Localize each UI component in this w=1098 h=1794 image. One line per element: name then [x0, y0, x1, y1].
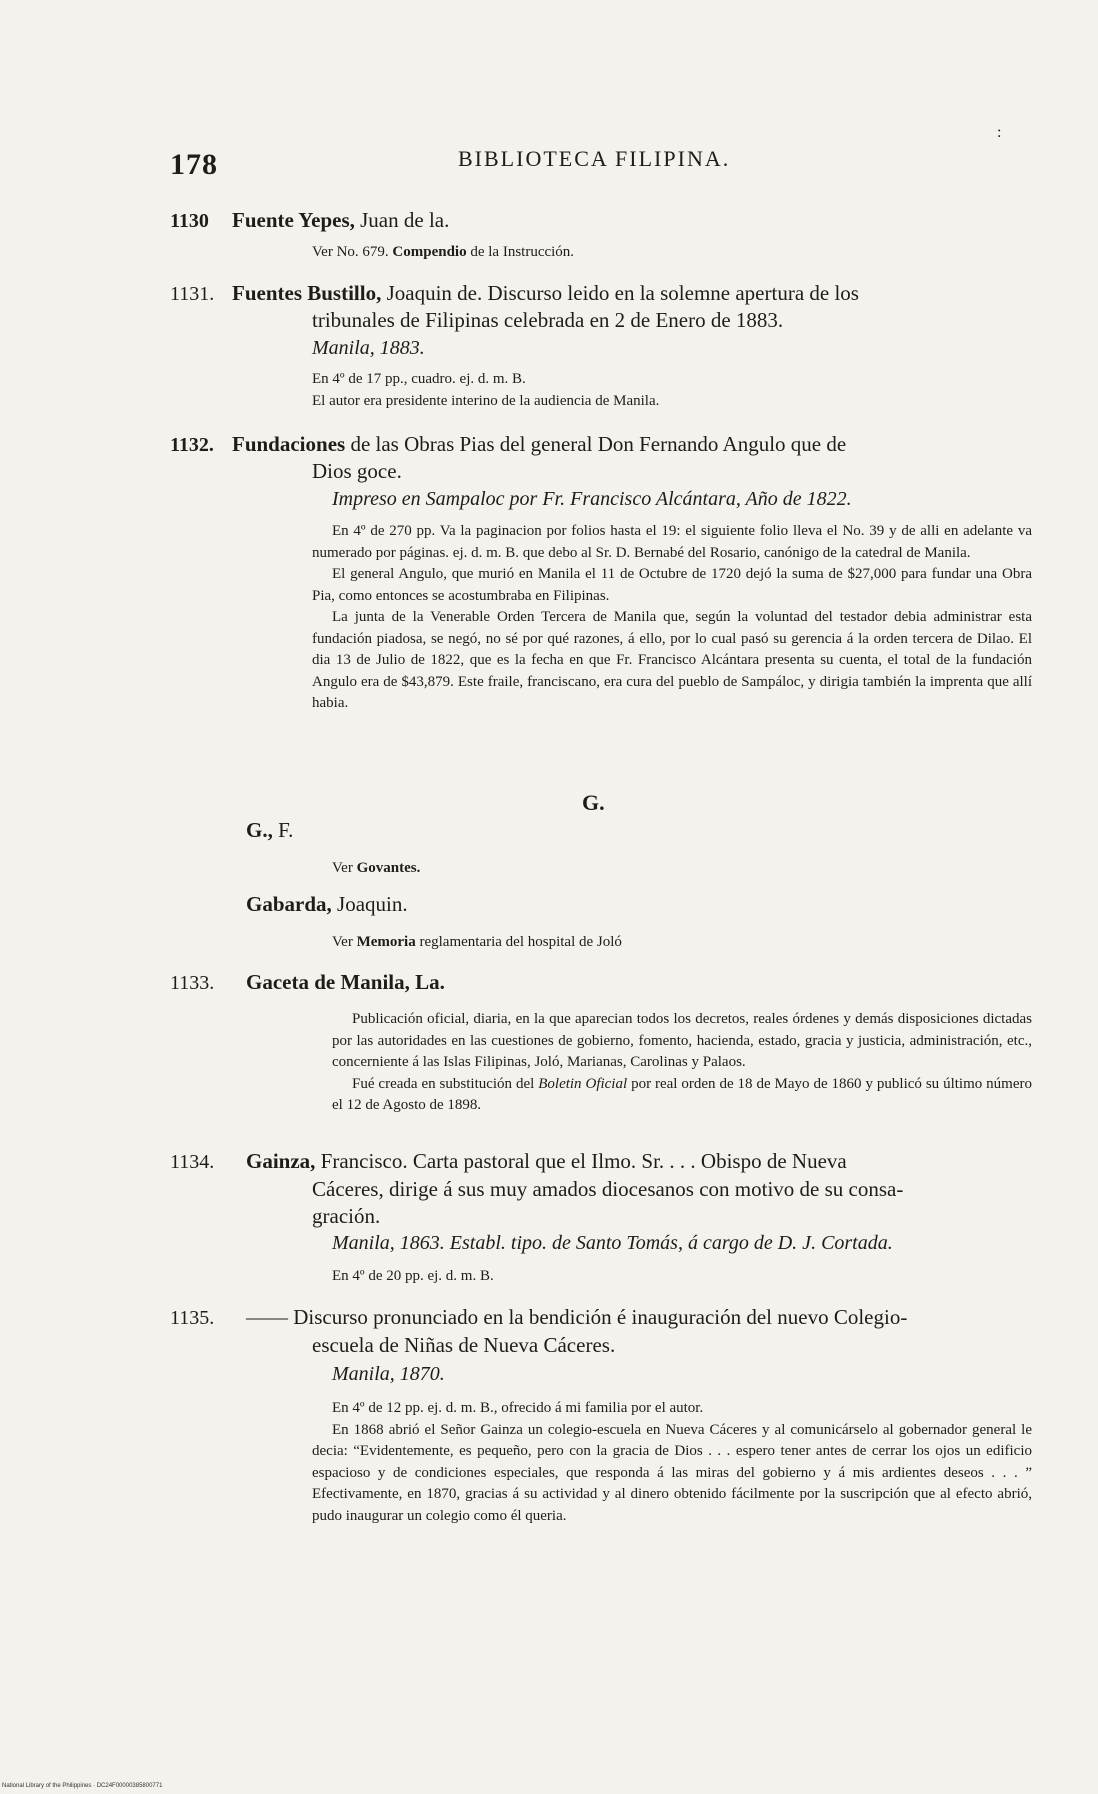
entry-notes — [170, 1398, 1032, 1527]
entry-1130 — [170, 208, 1032, 263]
entry-notes — [170, 1009, 1032, 1117]
entry-1135 — [170, 1304, 1032, 1527]
corner-mark: : — [997, 124, 1002, 141]
entry-g-f — [246, 818, 1026, 879]
see-prefix: Ver No. 679. — [312, 244, 393, 260]
note-paragraph: En 4º de 270 pp. Va la paginacion por folios hasta el 19: el siguiente folio lleva el No. 39 y de alli en adelante va numerado por páginas. ej. d. m. B. que debo al Sr. D. Bernabé del Rosario, canónigo de la catedral de Manila. — [312, 523, 1032, 561]
entry-imprint: Manila, 1863. Establ. tipo. de Santo Tomás, á cargo de D. J. Cortada. — [332, 1232, 893, 1254]
see-prefix: Ver — [332, 934, 357, 950]
entry-author: Gaceta de Manila, La. — [246, 970, 445, 994]
entry-author-rest: Juan de la. — [354, 208, 450, 232]
see-target: Govantes. — [356, 860, 421, 876]
entry-number: 1135. — [170, 1307, 215, 1329]
note-paragraph: Fué creada en substitución del Boletin Oficial por real orden de 18 de Mayo de 1860 y publicó su último número el 12 de Agosto de 1898. — [332, 1075, 1032, 1113]
entry-notes — [170, 521, 1032, 715]
entry-imprint: Manila, 1883. — [312, 337, 425, 359]
note-paragraph: En 1868 abrió el Señor Gainza un colegio-escuela en Nueva Cáceres y al comunicárselo al gobernador general le decia: “Evidentemente, es pequeño, pero con la gracia de Dios . . . espero tener antes de cerrar los ojos un edificio espacioso y de condiciones especiales, que responda á las miras del gobierno y á mis ardientes deseos . . . ” Efectivamente, en 1870, gracias á su actividad y al dinero obtenido fácilmente por la suscripción que al efecto abrió, pudo inaugurar un colegio como él queria. — [312, 1421, 1032, 1524]
entry-1133 — [170, 970, 1032, 1117]
entry-note: El autor era presidente interino de la audiencia de Manila. — [312, 393, 660, 409]
entry-number: 1134. — [170, 1151, 215, 1173]
note-paragraph: La junta de la Venerable Orden Tercera de Manila que, según la voluntad del testador debia administrar esta fundación piadosa, se negó, no sé por qué razones, á ello, por lo cual pasó su gerencia á la orden tercera de Dilao. El dia 13 de Julio de 1822, que es la fecha en que Fr. Francisco Alcántara presenta su cuenta, el total de la fundación Angulo era de $43,879. Este fraile, franciscano, era cura del pueblo de Sampáloc, y dirigia también la imprenta que allí habia. — [312, 609, 1032, 711]
entry-number: 1130 — [170, 210, 209, 232]
scan-footer: National Library of the Philippines · DC24F00000385800771 — [2, 1783, 163, 1789]
entry-1132 — [170, 432, 1032, 715]
entry-title-line: Joaquin de. Discurso leido en la solemne apertura de los — [381, 281, 859, 305]
entry-author-rest: Joaquin. — [331, 892, 408, 916]
entry-author: G., — [246, 818, 273, 842]
entry-author: Fundaciones — [232, 432, 346, 456]
entry-imprint: Manila, 1870. — [332, 1363, 445, 1385]
entry-title-line: Dios goce. — [312, 459, 402, 483]
note-paragraph: En 4º de 12 pp. ej. d. m. B., ofrecido á mi familia por el autor. — [332, 1400, 704, 1416]
section-letter: G. — [582, 790, 605, 815]
note-paragraph: El general Angulo, que murió en Manila el 11 de Octubre de 1720 dejó la suma de $27,000 para fundar una Obra Pia, como entonces se acostumbraba en Filipinas. — [312, 566, 1032, 604]
page-number: 178 — [170, 148, 218, 181]
see-rest: reglamentaria del hospital de Joló — [415, 934, 622, 950]
entry-title-line: Cáceres, dirige á sus muy amados diocesanos con motivo de su consa- — [312, 1177, 904, 1201]
entry-title-line: escuela de Niñas de Nueva Cáceres. — [312, 1333, 616, 1357]
entry-title-line: gración. — [312, 1204, 381, 1228]
see-target: Compendio — [392, 244, 467, 260]
entry-number: 1132. — [170, 434, 214, 456]
see-prefix: Ver — [332, 860, 357, 876]
note-paragraph: Publicación oficial, diaria, en la que aparecian todos los decretos, reales órdenes y demás disposiciones dictadas por las autoridades en las cuestiones de gobierno, fomento, hacienda, estado, gracia y justicia, administración, etc., concerniente á las Islas Filipinas, Joló, Marianas, Carolinas y Palaos. — [332, 1011, 1032, 1070]
entry-title-line: Francisco. Carta pastoral que el Ilmo. Sr. . . . Obispo de Nueva — [315, 1149, 847, 1173]
entry-number: 1131. — [170, 283, 215, 305]
entry-title-line: de las Obras Pias del general Don Fernando Angulo que de — [345, 432, 847, 456]
entry-author: Fuente Yepes, — [232, 208, 355, 232]
entry-author: Fuentes Bustillo, — [232, 281, 382, 305]
entry-author: Gainza, — [246, 1149, 316, 1173]
entry-note: En 4º de 17 pp., cuadro. ej. d. m. B. — [312, 371, 526, 387]
entry-1131 — [170, 281, 1032, 412]
entry-gabarda — [246, 892, 1026, 953]
entry-title-line: tribunales de Filipinas celebrada en 2 de Enero de 1883. — [312, 308, 784, 332]
entry-author-rest: F. — [272, 818, 294, 842]
entry-note: En 4º de 20 pp. ej. d. m. B. — [332, 1268, 494, 1284]
entry-imprint: Impreso en Sampaloc por Fr. Francisco Alcántara, Año de 1822. — [332, 488, 852, 510]
running-title: BIBLIOTECA FILIPINA. — [458, 146, 731, 171]
entry-title-line: —— Discurso pronunciado en la bendición é inauguración del nuevo Colegio- — [246, 1305, 908, 1329]
entry-number: 1133. — [170, 972, 215, 994]
see-target: Memoria — [356, 934, 416, 950]
italic-title: Boletin Oficial — [538, 1075, 628, 1092]
see-rest: de la Instrucción. — [466, 244, 575, 260]
entry-author: Gabarda, — [246, 892, 332, 916]
entry-1134 — [170, 1148, 1032, 1287]
